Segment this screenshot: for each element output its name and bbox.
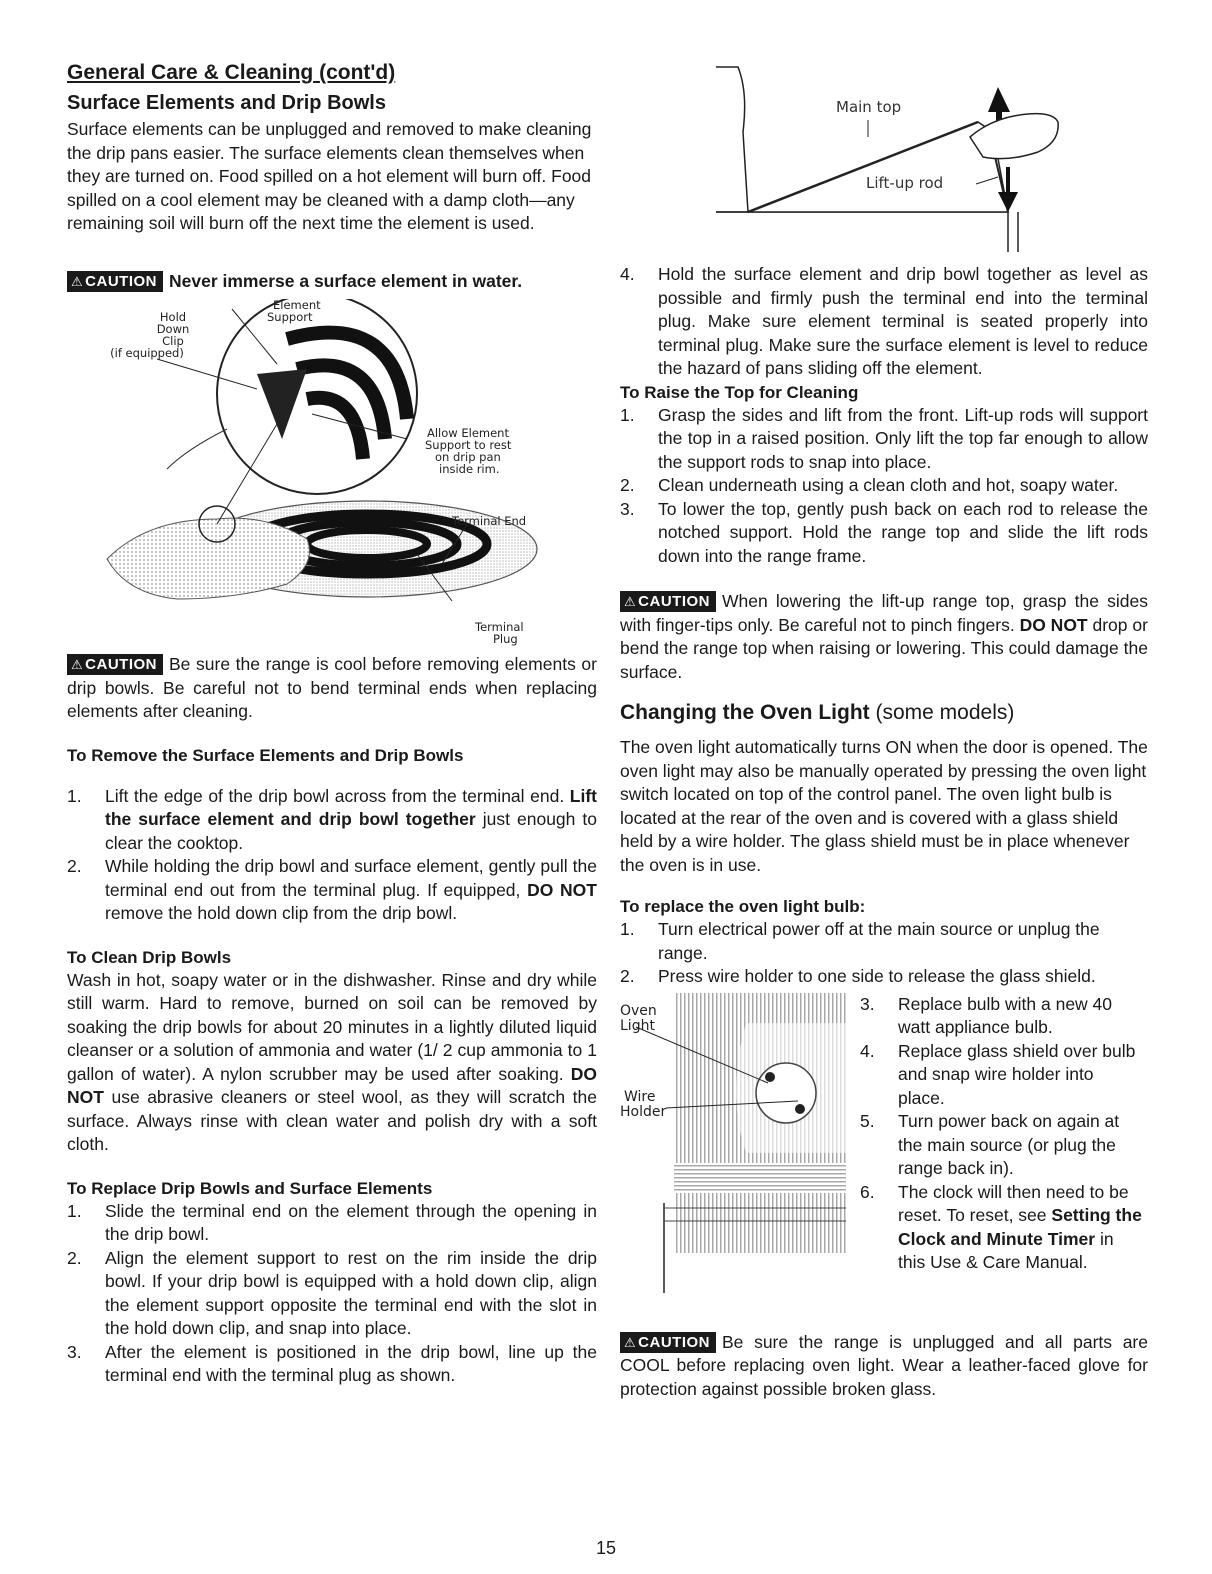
surface-intro: Surface elements can be unplugged and removed to make cleaning the drip pans easier. The surface elements clean themselves when they are turned on. Food spilled on a hot element will burn off. Food spilled on a cool element may be cleaned with a damp cloth—any remaining soil will burn off the next time the element is used.: [67, 119, 592, 233]
caution-badge: ⚠ CAUTION: [67, 654, 163, 675]
oven-light-section: [620, 993, 1148, 1293]
oven-intro: The oven light automatically turns ON when the door is opened. The oven light may also be manually operated by pressing the oven light switch located on top of the control panel. The oven light bulb is located at the rear of the oven and is covered with a glass shield held by a wire holder. The glass shield must be in place whenever the oven is in use.: [620, 737, 1148, 875]
clean-text: Wash in hot, soapy water or in the dishwasher. Rinse and dry while still warm. Hard to remove, burned on soil can be removed by soaking the drip bowls for about 20 minutes in a lightly diluted liquid cleanser or a solution of ammonia and water (1/ 2 cup ammonia to 1 gallon of water). A nylon scrubber may be used after soaking. DO NOT use abrasive cleaners or steel wool, as they will scratch the surface. Always rinse with clean water and polish dry with a soft cloth.: [67, 969, 597, 1154]
step-4-list: [620, 263, 1148, 381]
oven-light-figure: [616, 993, 854, 1293]
list-item: 1. Lift the edge of the drip bowl across from the terminal end. Lift the surface element and drip bowl together just enough to clear the cooktop.: [67, 785, 597, 853]
warning-icon: ⚠: [71, 273, 84, 289]
left-column: [67, 60, 597, 1388]
replace-steps: [67, 1200, 597, 1388]
page-title: General Care & Cleaning (cont'd): [67, 61, 396, 84]
caution-badge: ⚠ CAUTION: [620, 1332, 716, 1353]
list-item: 6. The clock will then need to be reset. To reset, see Setting the Clock and Minute Timer in this Use & Care Manual.: [860, 1181, 1142, 1272]
list-item: 1. Turn electrical power off at the main source or unplug the range.: [620, 919, 1100, 963]
label-wire-holder: Wire Holder: [620, 1088, 667, 1120]
caution-badge: ⚠ CAUTION: [620, 591, 716, 612]
lift-up-top-figure: [708, 62, 1148, 257]
label-lift-up-rod: Lift-up rod: [866, 174, 944, 192]
warning-icon: ⚠: [71, 657, 84, 672]
label-terminal-plug: Terminal Plug: [475, 620, 524, 646]
list-item: 3. To lower the top, gently push back on each rod to release the notched support. Hold the range top and slide the lift rods down into the range frame.: [620, 498, 1148, 566]
label-element-support: Element Support: [267, 299, 321, 324]
caution-immerse: ⚠ CAUTION Never immerse a surface element in water.: [67, 270, 597, 294]
list-item: 2. Align the element support to rest on the rim inside the drip bowl. If your drip bowl is equipped with a hold down clip, align the element support opposite the terminal end with the slot in the hold down clip, and snap into place.: [67, 1247, 597, 1338]
bulb-steps-continued: [860, 993, 1145, 1275]
caution-badge: ⚠ CAUTION: [67, 271, 163, 292]
raise-steps: [620, 404, 1148, 569]
page-number: 15: [595, 1538, 617, 1558]
remove-steps: [67, 785, 597, 926]
replace-heading: To Replace Drip Bowls and Surface Elements: [67, 1178, 433, 1198]
label-allow-element: Allow Element Support to rest on drip pan inside rim.: [425, 426, 512, 476]
list-item: 3. After the element is positioned in the drip bowl, line up the terminal end with the terminal plug as shown.: [67, 1341, 597, 1385]
raise-heading: To Raise the Top for Cleaning: [620, 382, 859, 402]
label-main-top: Main top: [836, 98, 902, 116]
list-item: 3. Replace bulb with a new 40 watt appliance bulb.: [860, 993, 1113, 1037]
caution-lowering: ⚠ CAUTION When lowering the lift-up range top, grasp the sides with finger-tips only. Be careful not to pinch fingers. DO NOT drop or bend the range top when raising or lowering. This could damage the surface.: [620, 591, 1148, 682]
caution-unplugged: ⚠ CAUTION Be sure the range is unplugged and all parts are COOL before replacing oven light. Wear a leather-faced glove for protection against possible broken glass.: [620, 1331, 1148, 1399]
list-item: 1. Slide the terminal end on the element through the opening in the drip bowl.: [67, 1200, 597, 1244]
warning-icon: ⚠: [624, 594, 637, 609]
oven-light-heading: Changing the Oven Light (some models): [620, 701, 1015, 724]
list-item: 4. Replace glass shield over bulb and snap wire holder into place.: [860, 1040, 1136, 1108]
list-item: 1. Grasp the sides and lift from the front. Lift-up rods will support the top in a raised position. Only lift the top far enough to allow the support rods to snap into place.: [620, 404, 1148, 472]
remove-heading: To Remove the Surface Elements and Drip Bowls: [67, 745, 464, 765]
bulb-heading: To replace the oven light bulb:: [620, 897, 866, 916]
list-item: 4. Hold the surface element and drip bowl together as level as possible and firmly push the terminal end into the terminal plug. Make sure element terminal is seated properly into terminal plug. Make sure the surface element is level to reduce the hazard of pans sliding off the element.: [620, 264, 1148, 378]
label-hold-down-clip: Hold Down Clip (if equipped): [110, 310, 190, 360]
list-item: 5. Turn power back on again at the main source (or plug the range back in).: [860, 1111, 1120, 1178]
list-item: 2. Clean underneath using a clean cloth and hot, soapy water.: [620, 475, 1119, 495]
right-column: [620, 60, 1148, 1401]
list-item: 2. Press wire holder to one side to release the glass shield.: [620, 966, 1096, 986]
surface-heading: Surface Elements and Drip Bowls: [67, 92, 386, 114]
warning-icon: ⚠: [624, 1334, 637, 1350]
caution-cool: ⚠ CAUTION Be sure the range is cool before removing elements or drip bowls. Be careful not to bend terminal ends when replacing elements after cleaning.: [67, 654, 597, 721]
label-terminal-end: Terminal End: [452, 514, 527, 528]
surface-element-figure: [67, 299, 567, 649]
bulb-steps: [620, 918, 1120, 989]
clean-heading: To Clean Drip Bowls: [67, 947, 232, 967]
list-item: 2. While holding the drip bowl and surface element, gently pull the terminal end out from the terminal plug. If equipped, DO NOT remove the hold down clip from the drip bowl.: [67, 856, 597, 923]
label-oven-light: Oven Light: [620, 1002, 657, 1034]
